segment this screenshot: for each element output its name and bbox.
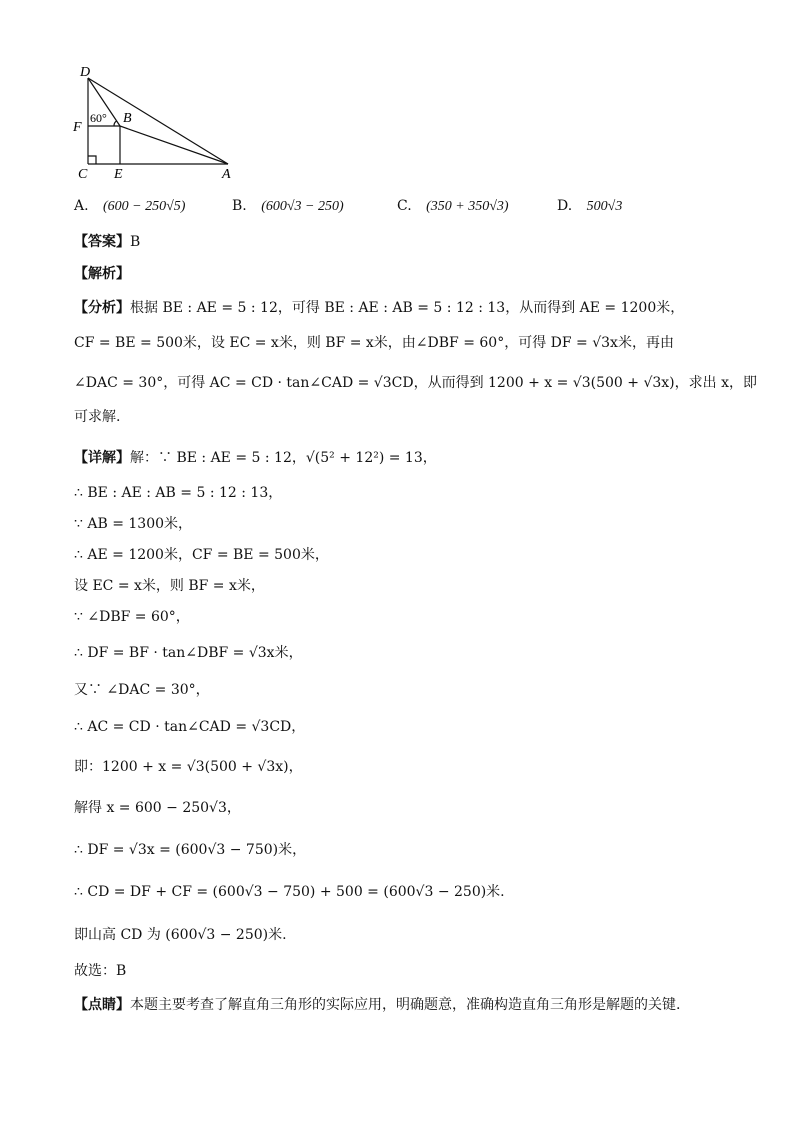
analysis-tag: 【解析】 [74,266,130,282]
option-d-value: 500√3 [586,199,623,214]
answer-tag: 【答案】 [74,234,130,250]
label-b: B [123,111,132,126]
fenxi-line-1 [74,298,684,318]
option-a-value: (600 − 250√5) [103,199,186,214]
comment-text: 本题主要考查了解直角三角形的实际应用，明确题意，准确构造直角三角形是解题的关键. [130,997,681,1013]
option-b-letter: B. [232,198,247,214]
detail-line-6: ∵ ∠DBF = 60°， [74,609,190,625]
segment-da [88,78,228,164]
option-d-letter: D. [557,198,573,214]
detail-line-12: ∴ DF = √3x = (600√3 − 750)米， [74,842,307,858]
final-choice: 故选：B [74,963,127,979]
answer-value: B [130,234,141,250]
detail-line-13: ∴ CD = DF + CF = (600√3 − 750) + 500 = (600√3 − 250)米. [74,884,505,900]
fenxi-tag: 【分析】 [74,300,130,316]
label-a: A [222,167,231,182]
detail-line-11: 解得 x = 600 − 250√3， [74,800,241,816]
option-b[interactable] [232,196,344,217]
detail-line-3: ∵ AB = 1300米， [74,516,193,532]
detail-line-5: 设 EC = x米，则 BF = x米， [74,578,265,594]
detail-line-7: ∴ DF = BF · tan∠DBF = √3x米， [74,645,303,661]
option-d[interactable] [557,196,622,217]
label-e: E [114,167,123,182]
detail-line-10: 即：1200 + x = √3(500 + √3x)， [74,759,303,775]
triangle-figure [70,62,310,182]
right-angle-mark [88,156,96,164]
option-b-value: (600√3 − 250) [261,199,344,214]
detail-line-2: ∴ BE : AE : AB = 5 : 12 : 13， [74,485,283,501]
detail-line-8: 又∵ ∠DAC = 30°， [74,682,210,698]
option-a[interactable] [74,196,185,217]
fenxi-line-2: CF = BE = 500米，设 EC = x米，则 BF = x米，由∠DBF = 60°，可得 DF = √3x米，再由 [74,335,674,351]
detail-line-1 [74,448,437,468]
detail-text-1: 解：∵ BE : AE = 5 : 12，√(5² + 12²) = 13， [130,450,437,466]
comment-tag: 【点睛】 [74,997,130,1013]
detail-tag: 【详解】 [74,450,130,466]
option-c-letter: C. [397,198,412,214]
label-d: D [80,65,91,80]
angle-arc [114,121,117,126]
comment-line [74,995,680,1015]
option-c-value: (350 + 350√3) [426,199,509,214]
detail-line-4: ∴ AE = 1200米，CF = BE = 500米， [74,547,329,563]
detail-line-14: 即山高 CD 为 (600√3 − 250)米. [74,927,287,943]
segment-ba [120,126,228,164]
detail-line-9: ∴ AC = CD · tan∠CAD = √3CD， [74,719,306,735]
label-c: C [78,167,88,182]
label-angle: 60° [90,111,107,125]
fenxi-line-3: ∠DAC = 30°，可得 AC = CD · tan∠CAD = √3CD，从而得到 1200 + x = √3(500 + √3x)，求出 x，即 [74,375,757,391]
label-f: F [73,120,82,135]
option-c[interactable] [397,196,509,217]
fenxi-text-1: 根据 BE : AE = 5 : 12，可得 BE : AE : AB = 5 : 12 : 13，从而得到 AE = 1200米， [130,300,685,316]
answer-line [74,232,140,252]
option-a-letter: A. [74,198,89,214]
fenxi-line-4: 可求解. [74,409,121,425]
